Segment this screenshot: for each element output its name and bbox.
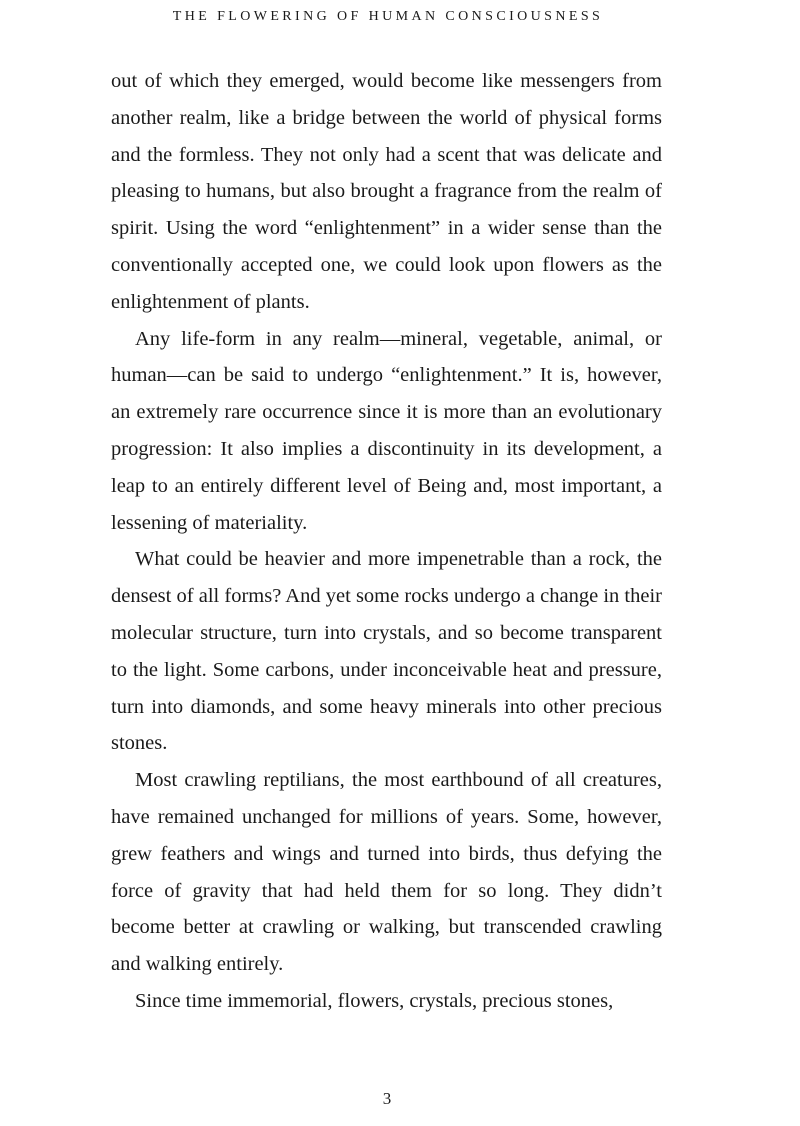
paragraph: Most crawling reptilians, the most earthbound of all creatures, have remained unchanged for millions of years. Some, however, grew feathers and wings and turned into birds, thus defying the force of gravity that had held them for so long. They didn’t become better at crawling or walking, but transcended crawling and walking entirely. bbox=[111, 769, 662, 976]
paragraph: Any life-form in any realm—mineral, vegetable, animal, or human—can be said to undergo “enlightenment.” It is, however, an extremely rare occurrence since it is more than an evolutionary progression: It also implies a discontinuity in its development, a leap to an entirely different level of Being and, most important, a lessening of materiality. bbox=[111, 327, 662, 534]
paragraph: What could be heavier and more impenetrable than a rock, the densest of all forms? And yet some rocks undergo a change in their molecular structure, turn into crystals, and so become transparent to the light. Some carbons, under inconceivable heat and pressure, turn into diamonds, and some heavy minerals into other precious stones. bbox=[111, 548, 662, 755]
running-head: THE FLOWERING OF HUMAN CONSCIOUSNESS bbox=[172, 9, 604, 24]
body-text bbox=[111, 63, 662, 1020]
paragraph: out of which they emerged, would become like messengers from another realm, like a bridge between the world of physical forms and the formless. They not only had a scent that was delicate and pleasing to humans, but also brought a fragrance from the realm of spirit. Using the word “enlightenment” in a wider sense than the conventionally accepted one, we could look upon flowers as the enlightenment of plants. bbox=[111, 70, 662, 313]
page-number: 3 bbox=[382, 1089, 392, 1108]
paragraph: Since time immemorial, flowers, crystals, precious stones, bbox=[135, 989, 614, 1012]
